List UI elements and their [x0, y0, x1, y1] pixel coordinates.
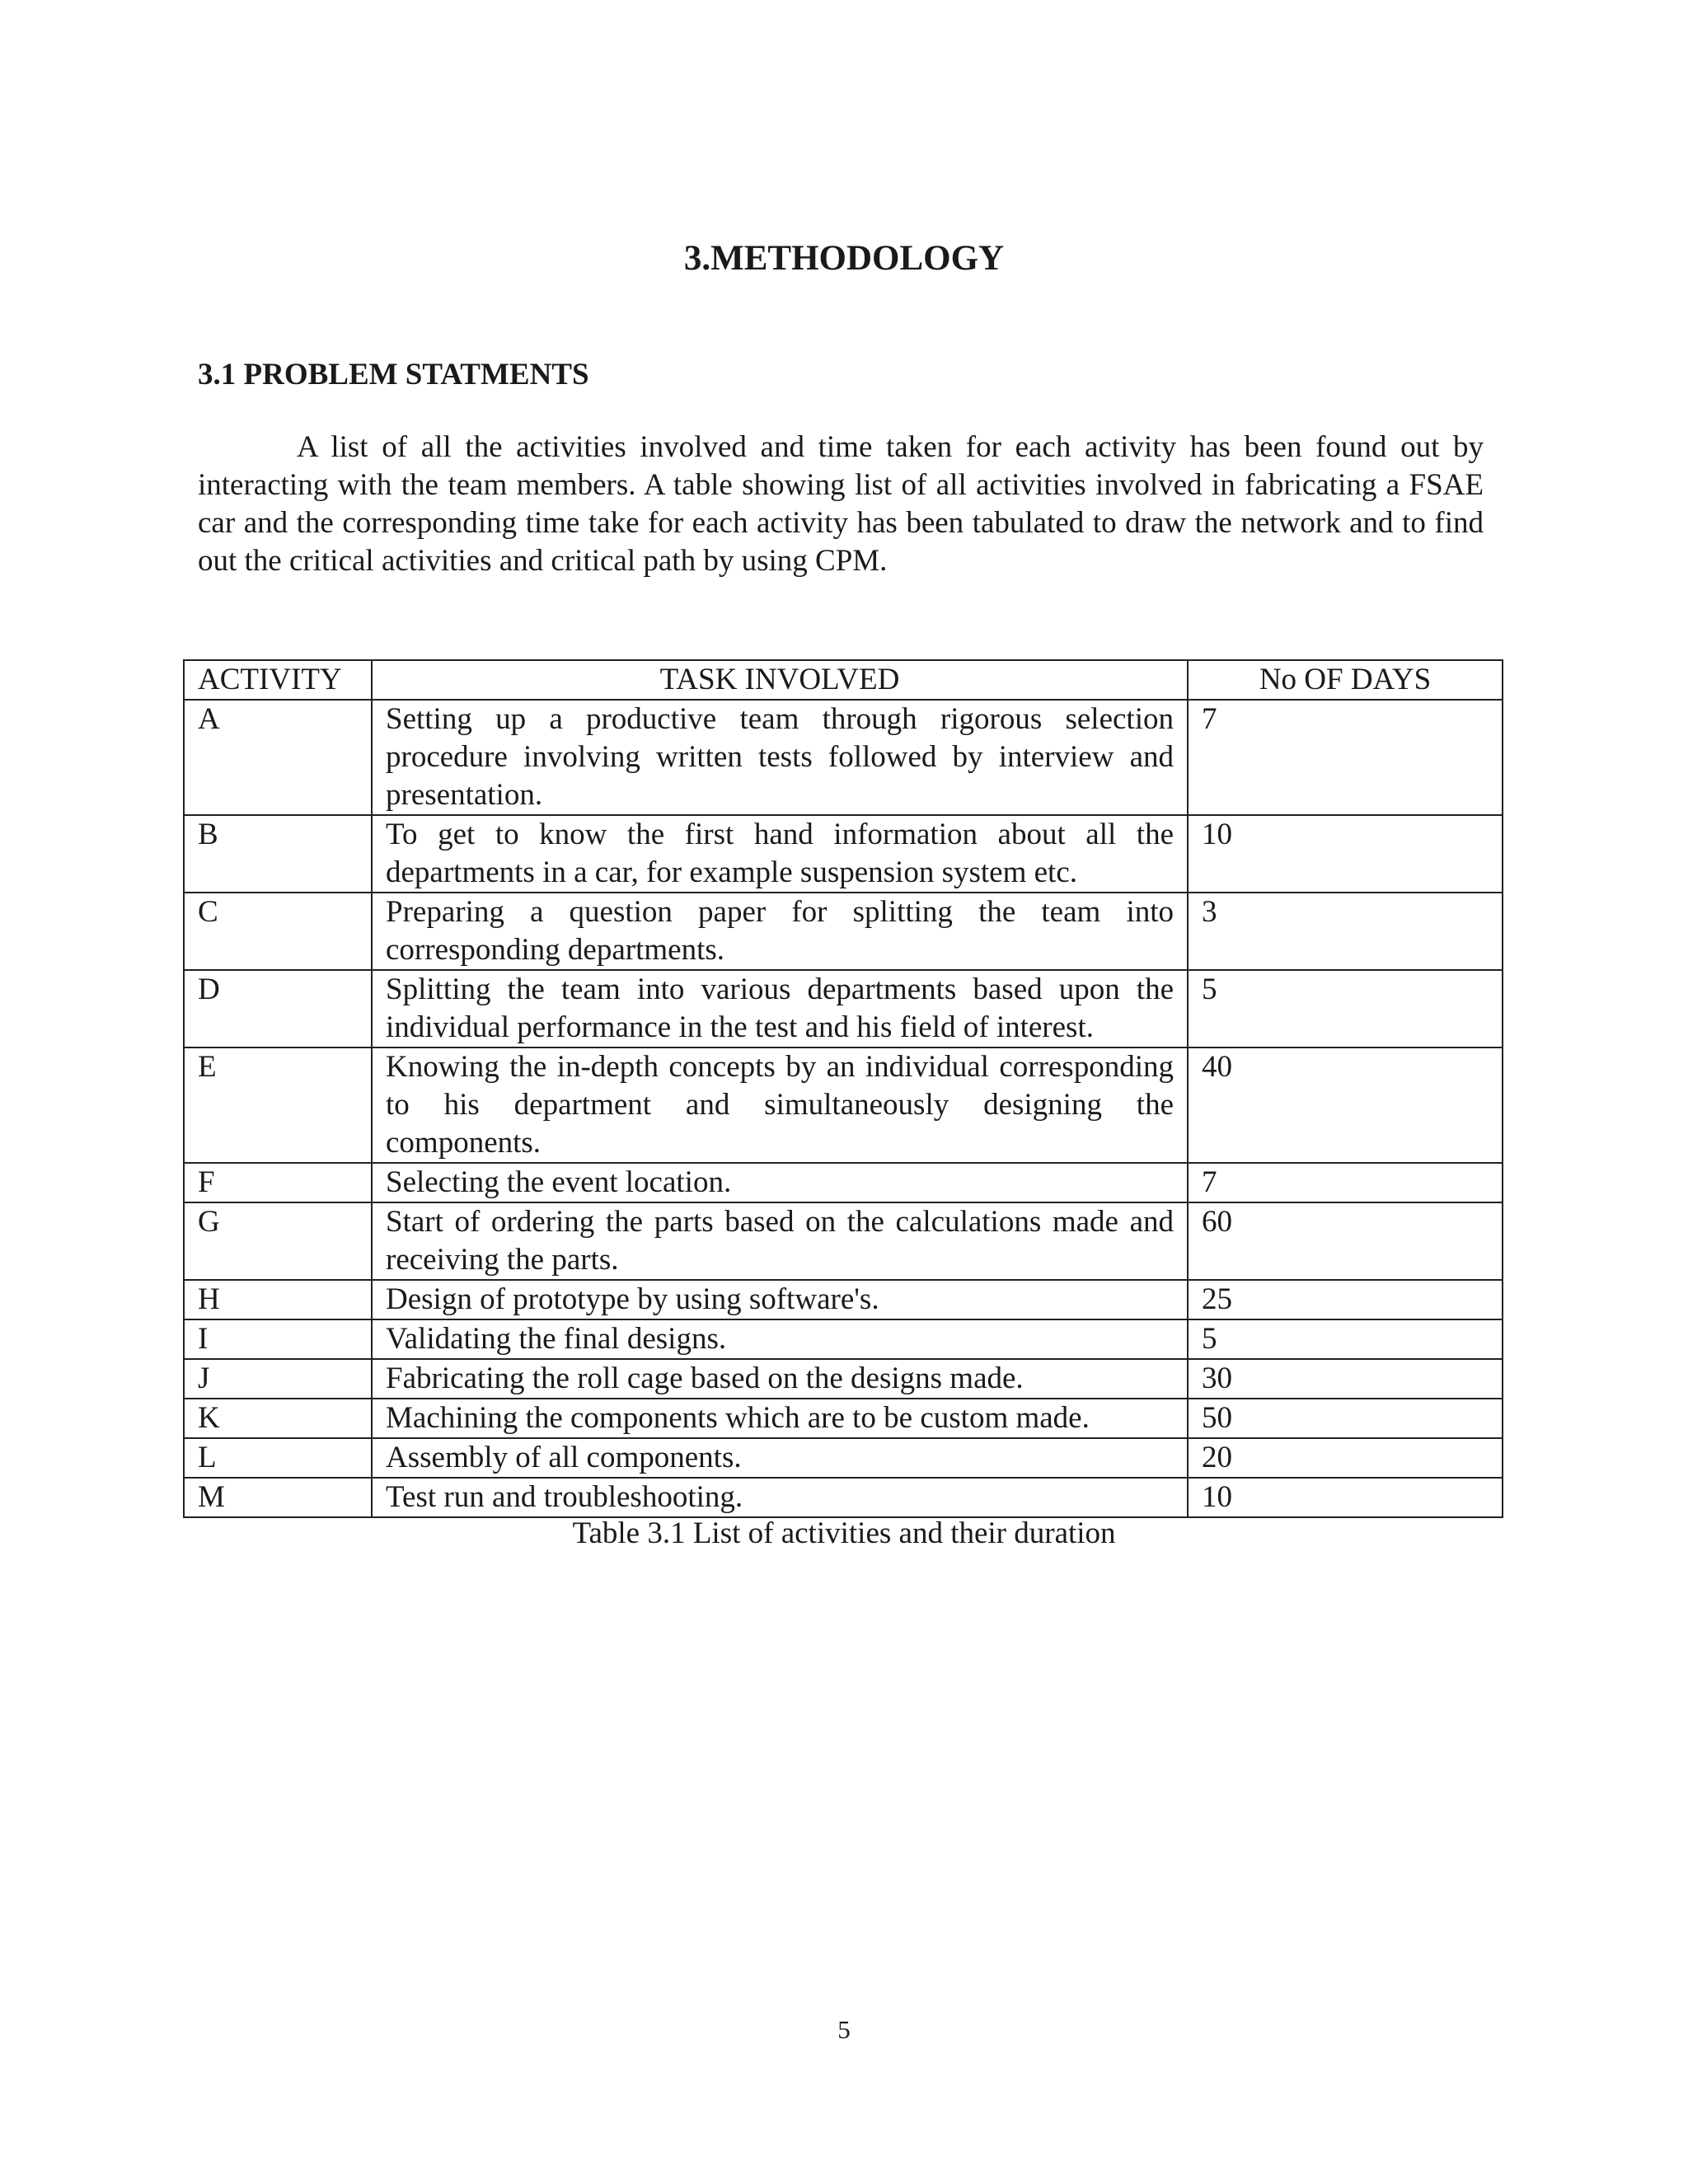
- table-row: [184, 1047, 1503, 1163]
- table-row: [184, 815, 1503, 893]
- task-cell: Preparing a question paper for splitting the team into corresponding departments.: [372, 893, 1188, 970]
- activity-cell: L: [184, 1438, 372, 1478]
- activity-table: [183, 659, 1503, 1518]
- activity-cell: K: [184, 1399, 372, 1438]
- activity-cell: G: [184, 1202, 372, 1280]
- table-row: [184, 1438, 1503, 1478]
- activity-cell: D: [184, 970, 372, 1047]
- header-activity: ACTIVITY: [184, 660, 372, 700]
- header-task: TASK INVOLVED: [372, 660, 1188, 700]
- days-cell: 7: [1188, 1163, 1503, 1202]
- page-number: 5: [837, 2015, 851, 2044]
- days-cell: 30: [1188, 1359, 1503, 1399]
- task-cell: To get to know the first hand information about all the departments in a car, for example suspension system etc.: [372, 815, 1188, 893]
- activity-cell: M: [184, 1478, 372, 1517]
- table-row: [184, 1399, 1503, 1438]
- days-cell: 3: [1188, 893, 1503, 970]
- table-row: [184, 1163, 1503, 1202]
- activity-cell: E: [184, 1047, 372, 1163]
- days-cell: 5: [1188, 1319, 1503, 1359]
- table-caption: Table 3.1 List of activities and their duration: [572, 1516, 1116, 1550]
- days-cell: 50: [1188, 1399, 1503, 1438]
- days-cell: 20: [1188, 1438, 1503, 1478]
- days-cell: 25: [1188, 1280, 1503, 1319]
- task-cell: Start of ordering the parts based on the calculations made and receiving the parts.: [372, 1202, 1188, 1280]
- activity-cell: C: [184, 893, 372, 970]
- task-cell: Validating the final designs.: [372, 1319, 1188, 1359]
- days-cell: 40: [1188, 1047, 1503, 1163]
- task-cell: Machining the components which are to be custom made.: [372, 1399, 1188, 1438]
- table-row: [184, 1359, 1503, 1399]
- table-row: [184, 1478, 1503, 1517]
- header-days: No OF DAYS: [1188, 660, 1503, 700]
- intro-paragraph: A list of all the activities involved and time taken for each activity has been found out by interacting with the team members. A table showing list of all activities involved in fabricating a FSAE car and the corresponding time take for each activity has been tabulated to draw the network and to find out the critical activities and critical path by using CPM.: [198, 430, 1484, 578]
- activity-cell: H: [184, 1280, 372, 1319]
- task-cell: Fabricating the roll cage based on the designs made.: [372, 1359, 1188, 1399]
- table-row: [184, 970, 1503, 1047]
- activity-cell: B: [184, 815, 372, 893]
- task-cell: Knowing the in-depth concepts by an individual corresponding to his department and simultaneously designing the components.: [372, 1047, 1188, 1163]
- activity-cell: A: [184, 700, 372, 815]
- table-row: [184, 1280, 1503, 1319]
- table-row: [184, 893, 1503, 970]
- task-cell: Assembly of all components.: [372, 1438, 1188, 1478]
- days-cell: 60: [1188, 1202, 1503, 1280]
- table-row: [184, 1202, 1503, 1280]
- task-cell: Selecting the event location.: [372, 1163, 1188, 1202]
- task-cell: Setting up a productive team through rigorous selection procedure involving written tests followed by interview and presentation.: [372, 700, 1188, 815]
- task-cell: Splitting the team into various departments based upon the individual performance in the test and his field of interest.: [372, 970, 1188, 1047]
- activity-cell: J: [184, 1359, 372, 1399]
- section-heading: 3.1 PROBLEM STATMENTS: [198, 358, 589, 391]
- task-cell: Design of prototype by using software's.: [372, 1280, 1188, 1319]
- days-cell: 10: [1188, 1478, 1503, 1517]
- chapter-title: 3.METHODOLOGY: [683, 239, 1005, 278]
- days-cell: 7: [1188, 700, 1503, 815]
- activity-cell: I: [184, 1319, 372, 1359]
- task-cell: Test run and troubleshooting.: [372, 1478, 1188, 1517]
- table-row: [184, 1319, 1503, 1359]
- days-cell: 5: [1188, 970, 1503, 1047]
- table-header-row: [184, 660, 1503, 700]
- table-row: [184, 700, 1503, 815]
- activity-cell: F: [184, 1163, 372, 1202]
- days-cell: 10: [1188, 815, 1503, 893]
